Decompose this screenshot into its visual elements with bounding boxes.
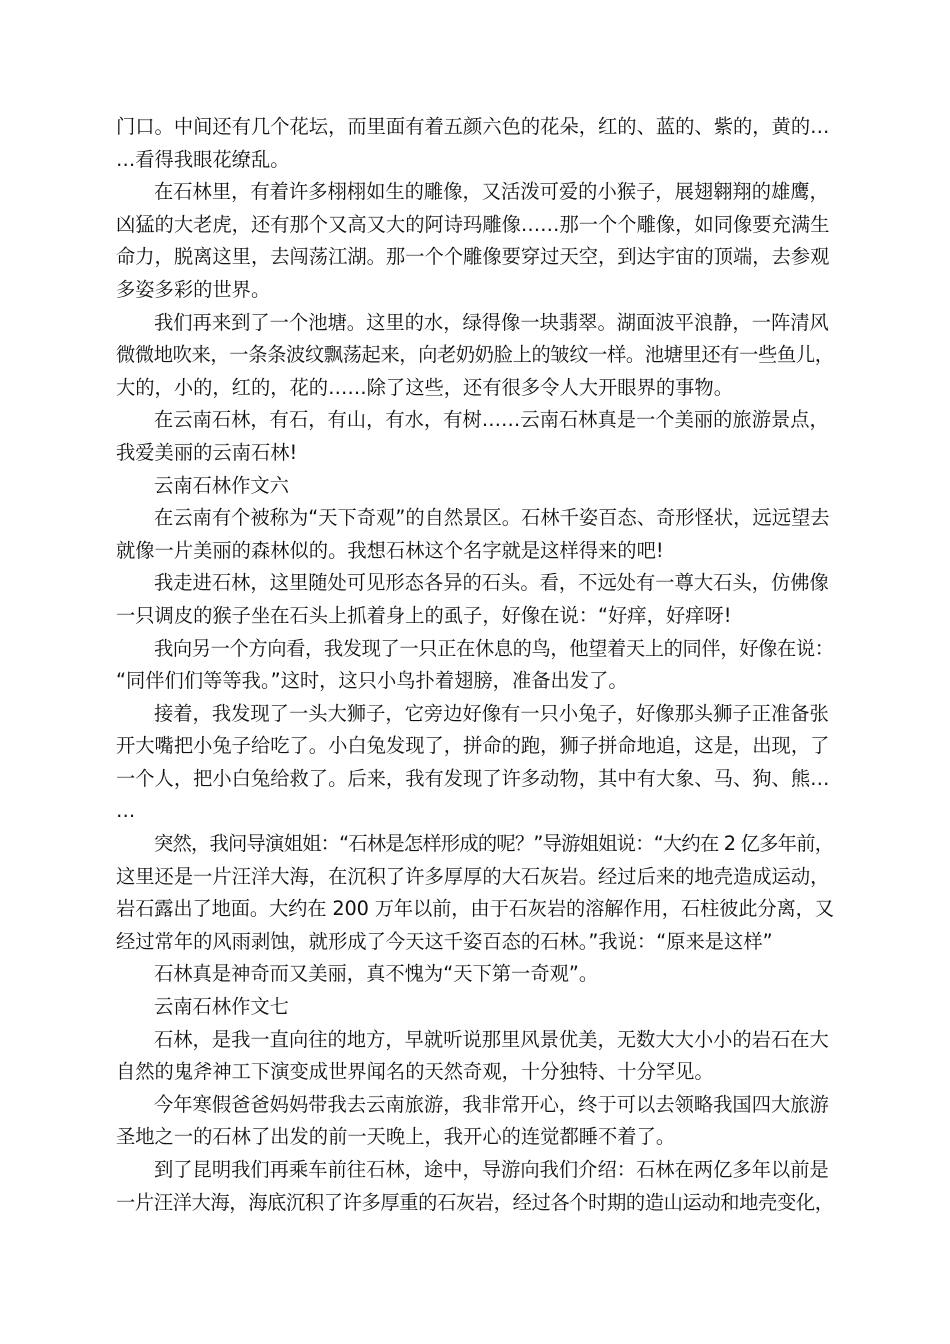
paragraph-start-line: 石林，是我一直向往的地方，早就听说那里风景优美，无数大大小小的岩石在大 bbox=[154, 1027, 829, 1051]
text-line: 大的，小的，红的，花的……除了这些，还有很多令人大开眼界的事物。 bbox=[116, 375, 733, 399]
text-line: 门口。中间还有几个花坛，而里面有着五颜六色的花朵，红的、蓝的、紫的，黄的… bbox=[116, 115, 830, 138]
paragraph-start-line: 在云南石林，有石，有山，有水，有树……云南石林真是一个美丽的旅游景点， bbox=[154, 408, 829, 432]
text-line: 开大嘴把小兔子给吃了。小白兔发现了，拼命的跑，狮子拼命地追，这是，出现，了 bbox=[116, 734, 830, 758]
text-line: 就像一片美丽的森林似的。我想石林这个名字就是这样得来的吧! bbox=[116, 538, 664, 562]
section-heading: 云南石林作文六 bbox=[154, 473, 289, 497]
text-line: 微微地吹来，一条条波纹飘荡起来，向老奶奶脸上的皱纹一样。池塘里还有一些鱼儿， bbox=[116, 343, 834, 367]
text-line: 经过常年的风雨剥蚀，就形成了今天这千姿百态的石林。”我说：“原来是这样” bbox=[116, 929, 773, 953]
paragraph-start-line: 到了昆明我们再乘车前往石林，途中，导游向我们介绍：石林在两亿多年以前是 bbox=[154, 1158, 829, 1181]
text-line: “同伴们们等等我。”这时，这只小鸟扑着翅膀，准备出发了。 bbox=[116, 669, 628, 693]
text-line: … bbox=[116, 799, 136, 823]
paragraph-start-line: 在云南有个被称为“天下奇观”的自然景区。石林千姿百态、奇形怪状，远远望去 bbox=[154, 506, 830, 530]
section-heading: 云南石林作文七 bbox=[154, 995, 289, 1019]
paragraph-start-line: 接着，我发现了一头大狮子，它旁边好像有一只小兔子，好像那头狮子正准备张 bbox=[154, 701, 829, 725]
text-line: 命力，脱离这里，去闯荡江湖。那一个个雕像要穿过天空，到达宇宙的顶端，去参观 bbox=[116, 245, 830, 269]
paragraph-start-line: 在石林里，有着许多栩栩如生的雕像，又活泼可爱的小猴子，展翅翱翔的雄鹰， bbox=[154, 180, 829, 204]
paragraph-start-line: 今年寒假爸爸妈妈带我去云南旅游，我非常开心，终于可以去领略我国四大旅游 bbox=[154, 1092, 829, 1116]
text-line: 凶猛的大老虎，还有那个又高又大的阿诗玛雕像……那一个个雕像，如同像要充满生 bbox=[116, 212, 830, 236]
document-body bbox=[116, 111, 834, 1219]
text-line: 岩石露出了地面。大约在 200 万年以前，由于石灰岩的溶解作用，石柱彼此分离，又 bbox=[116, 897, 834, 921]
text-line: 一只调皮的猴子坐在石头上抓着身上的虱子，好像在说：“好痒，好痒呀! bbox=[116, 603, 732, 627]
text-line: 一个人，把小白兔给救了。后来，我有发现了许多动物，其中有大象、马、狗、熊… bbox=[116, 766, 830, 790]
text-line: 我爱美丽的云南石林! bbox=[116, 440, 298, 464]
text-line: 自然的鬼斧神工下演变成世界闻名的天然奇观，十分独特、十分罕见。 bbox=[116, 1060, 714, 1084]
paragraph-start-line: 我们再来到了一个池塘。这里的水，绿得像一块翡翠。湖面波平浪静，一阵清风 bbox=[154, 310, 829, 334]
text-line: 这里还是一片汪洋大海，在沉积了许多厚厚的大石灰岩。经过后来的地壳造成运动， bbox=[116, 864, 830, 888]
text-line: 多姿多彩的世界。 bbox=[116, 277, 271, 301]
text-line: 圣地之一的石林了出发的前一天晚上，我开心的连觉都睡不着了。 bbox=[116, 1125, 676, 1149]
paragraph-start-line: 我向另一个方向看，我发现了一只正在休息的鸟，他望着天上的同伴，好像在说： bbox=[154, 636, 834, 660]
paragraph-start-line: 我走进石林，这里随处可见形态各异的石头。看，不远处有一尊大石头，仿佛像 bbox=[154, 571, 829, 595]
paragraph-start-line: 石林真是神奇而又美丽，真不愧为“天下第一奇观”。 bbox=[154, 962, 599, 986]
paragraph-start-line: 突然，我问导演姐姐：“石林是怎样形成的呢？”导游姐姐说：“大约在 2 亿多年前， bbox=[154, 832, 834, 856]
text-line: 一片汪洋大海，海底沉积了许多厚重的石灰岩，经过各个时期的造山运动和地壳变化， bbox=[116, 1190, 834, 1214]
text-line: …看得我眼花缭乱。 bbox=[116, 147, 290, 171]
